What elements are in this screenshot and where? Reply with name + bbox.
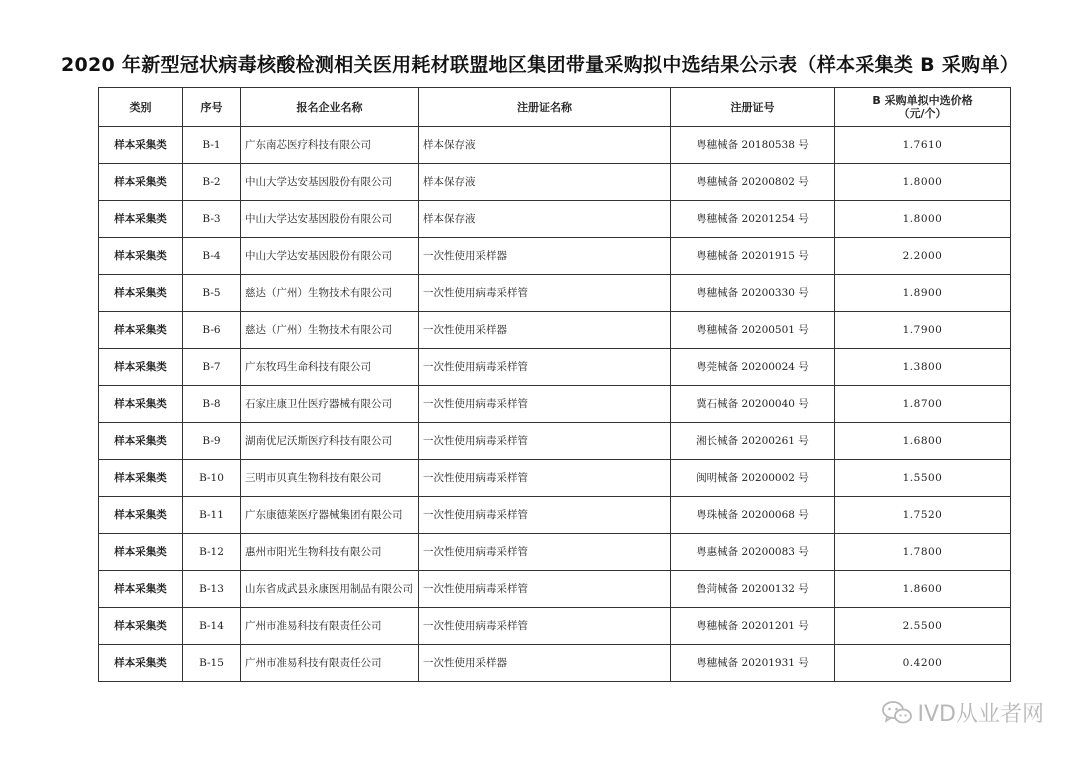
cell-reg-name: 一次性使用病毒采样管 [419, 349, 671, 386]
cell-reg-no: 粤穗械备 20201254 号 [671, 201, 835, 238]
cell-company: 广东牧玛生命科技有限公司 [241, 349, 419, 386]
cell-company: 广东南芯医疗科技有限公司 [241, 127, 419, 164]
table-row [99, 238, 1011, 275]
cell-price: 1.5500 [835, 460, 1011, 497]
cell-seq: B-12 [183, 534, 241, 571]
cell-price: 1.8700 [835, 386, 1011, 423]
cell-reg-name: 一次性使用采样器 [419, 312, 671, 349]
table-row [99, 534, 1011, 571]
cell-category: 样本采集类 [99, 460, 183, 497]
header-category: 类别 [99, 88, 183, 127]
cell-category: 样本采集类 [99, 497, 183, 534]
table-row [99, 164, 1011, 201]
cell-reg-name: 一次性使用病毒采样管 [419, 571, 671, 608]
cell-reg-no: 粤穗械备 20201915 号 [671, 238, 835, 275]
cell-price: 1.3800 [835, 349, 1011, 386]
cell-seq: B-14 [183, 608, 241, 645]
watermark-text: IVD从业者网 [917, 702, 1044, 727]
cell-price: 1.8000 [835, 201, 1011, 238]
cell-category: 样本采集类 [99, 238, 183, 275]
cell-reg-no: 粤莞械备 20200024 号 [671, 349, 835, 386]
cell-price: 2.2000 [835, 238, 1011, 275]
cell-price: 1.7900 [835, 312, 1011, 349]
cell-price: 1.7520 [835, 497, 1011, 534]
cell-category: 样本采集类 [99, 275, 183, 312]
cell-reg-name: 一次性使用采样器 [419, 238, 671, 275]
cell-category: 样本采集类 [99, 423, 183, 460]
cell-seq: B-1 [183, 127, 241, 164]
table-row [99, 127, 1011, 164]
cell-company: 广东康德莱医疗器械集团有限公司 [241, 497, 419, 534]
table-row [99, 275, 1011, 312]
cell-seq: B-5 [183, 275, 241, 312]
cell-price: 1.8000 [835, 164, 1011, 201]
cell-category: 样本采集类 [99, 534, 183, 571]
cell-company: 中山大学达安基因股份有限公司 [241, 164, 419, 201]
cell-reg-name: 样本保存液 [419, 164, 671, 201]
wechat-icon [882, 700, 912, 726]
cell-reg-name: 一次性使用病毒采样管 [419, 423, 671, 460]
cell-reg-no: 粤珠械备 20200068 号 [671, 497, 835, 534]
table-row [99, 608, 1011, 645]
cell-company: 湖南优尼沃斯医疗科技有限公司 [241, 423, 419, 460]
header-price-line2: （元/个） [898, 107, 947, 120]
cell-company: 石家庄康卫仕医疗器械有限公司 [241, 386, 419, 423]
cell-company: 慈达（广州）生物技术有限公司 [241, 275, 419, 312]
cell-reg-name: 一次性使用病毒采样管 [419, 497, 671, 534]
cell-reg-no: 粤穗械备 20180538 号 [671, 127, 835, 164]
cell-seq: B-8 [183, 386, 241, 423]
cell-reg-no: 粤穗械备 20200501 号 [671, 312, 835, 349]
cell-company: 三明市贝真生物科技有限公司 [241, 460, 419, 497]
cell-seq: B-6 [183, 312, 241, 349]
page-title: 2020 年新型冠状病毒核酸检测相关医用耗材联盟地区集团带量采购拟中选结果公示表（样本采集类 B 采购单） [60, 54, 1020, 76]
cell-reg-no: 粤穗械备 20201931 号 [671, 645, 835, 682]
cell-reg-name: 一次性使用病毒采样管 [419, 386, 671, 423]
cell-reg-no: 闽明械备 20200002 号 [671, 460, 835, 497]
cell-company: 山东省成武县永康医用制品有限公司 [241, 571, 419, 608]
header-reg-no: 注册证号 [671, 88, 835, 127]
cell-company: 惠州市阳光生物科技有限公司 [241, 534, 419, 571]
cell-seq: B-3 [183, 201, 241, 238]
cell-price: 1.7800 [835, 534, 1011, 571]
table-row [99, 423, 1011, 460]
cell-category: 样本采集类 [99, 645, 183, 682]
cell-reg-no: 粤穗械备 20201201 号 [671, 608, 835, 645]
cell-category: 样本采集类 [99, 164, 183, 201]
cell-category: 样本采集类 [99, 608, 183, 645]
cell-reg-name: 样本保存液 [419, 201, 671, 238]
table-row [99, 645, 1011, 682]
cell-price: 1.8900 [835, 275, 1011, 312]
watermark [882, 697, 1044, 728]
cell-reg-no: 粤惠械备 20200083 号 [671, 534, 835, 571]
table-row [99, 201, 1011, 238]
cell-category: 样本采集类 [99, 386, 183, 423]
cell-category: 样本采集类 [99, 201, 183, 238]
header-price [835, 88, 1011, 127]
table-row [99, 349, 1011, 386]
cell-seq: B-13 [183, 571, 241, 608]
cell-reg-name: 一次性使用病毒采样管 [419, 608, 671, 645]
cell-reg-name: 一次性使用病毒采样管 [419, 534, 671, 571]
cell-price: 0.4200 [835, 645, 1011, 682]
cell-category: 样本采集类 [99, 571, 183, 608]
cell-seq: B-7 [183, 349, 241, 386]
cell-seq: B-11 [183, 497, 241, 534]
table-header-row [99, 88, 1011, 127]
cell-reg-name: 一次性使用病毒采样管 [419, 275, 671, 312]
cell-price: 1.6800 [835, 423, 1011, 460]
table-row [99, 571, 1011, 608]
table-row [99, 386, 1011, 423]
header-reg-name: 注册证名称 [419, 88, 671, 127]
cell-reg-name: 样本保存液 [419, 127, 671, 164]
header-price-line1: B 采购单拟中选价格 [872, 94, 973, 107]
cell-company: 慈达（广州）生物技术有限公司 [241, 312, 419, 349]
header-seq: 序号 [183, 88, 241, 127]
cell-price: 1.8600 [835, 571, 1011, 608]
cell-company: 中山大学达安基因股份有限公司 [241, 201, 419, 238]
cell-seq: B-10 [183, 460, 241, 497]
cell-price: 1.7610 [835, 127, 1011, 164]
cell-company: 广州市准易科技有限责任公司 [241, 645, 419, 682]
cell-category: 样本采集类 [99, 127, 183, 164]
cell-reg-no: 湘长械备 20200261 号 [671, 423, 835, 460]
cell-seq: B-2 [183, 164, 241, 201]
cell-category: 样本采集类 [99, 349, 183, 386]
results-table [98, 87, 1011, 682]
cell-reg-no: 鲁菏械备 20200132 号 [671, 571, 835, 608]
cell-seq: B-9 [183, 423, 241, 460]
table-row [99, 312, 1011, 349]
header-company: 报名企业名称 [241, 88, 419, 127]
cell-reg-name: 一次性使用病毒采样管 [419, 460, 671, 497]
cell-price: 2.5500 [835, 608, 1011, 645]
cell-company: 中山大学达安基因股份有限公司 [241, 238, 419, 275]
cell-reg-name: 一次性使用采样器 [419, 645, 671, 682]
table-body [99, 127, 1011, 682]
cell-reg-no: 粤穗械备 20200802 号 [671, 164, 835, 201]
cell-seq: B-4 [183, 238, 241, 275]
cell-category: 样本采集类 [99, 312, 183, 349]
table-row [99, 497, 1011, 534]
cell-company: 广州市准易科技有限责任公司 [241, 608, 419, 645]
cell-reg-no: 冀石械备 20200040 号 [671, 386, 835, 423]
table-row [99, 460, 1011, 497]
cell-seq: B-15 [183, 645, 241, 682]
cell-reg-no: 粤穗械备 20200330 号 [671, 275, 835, 312]
